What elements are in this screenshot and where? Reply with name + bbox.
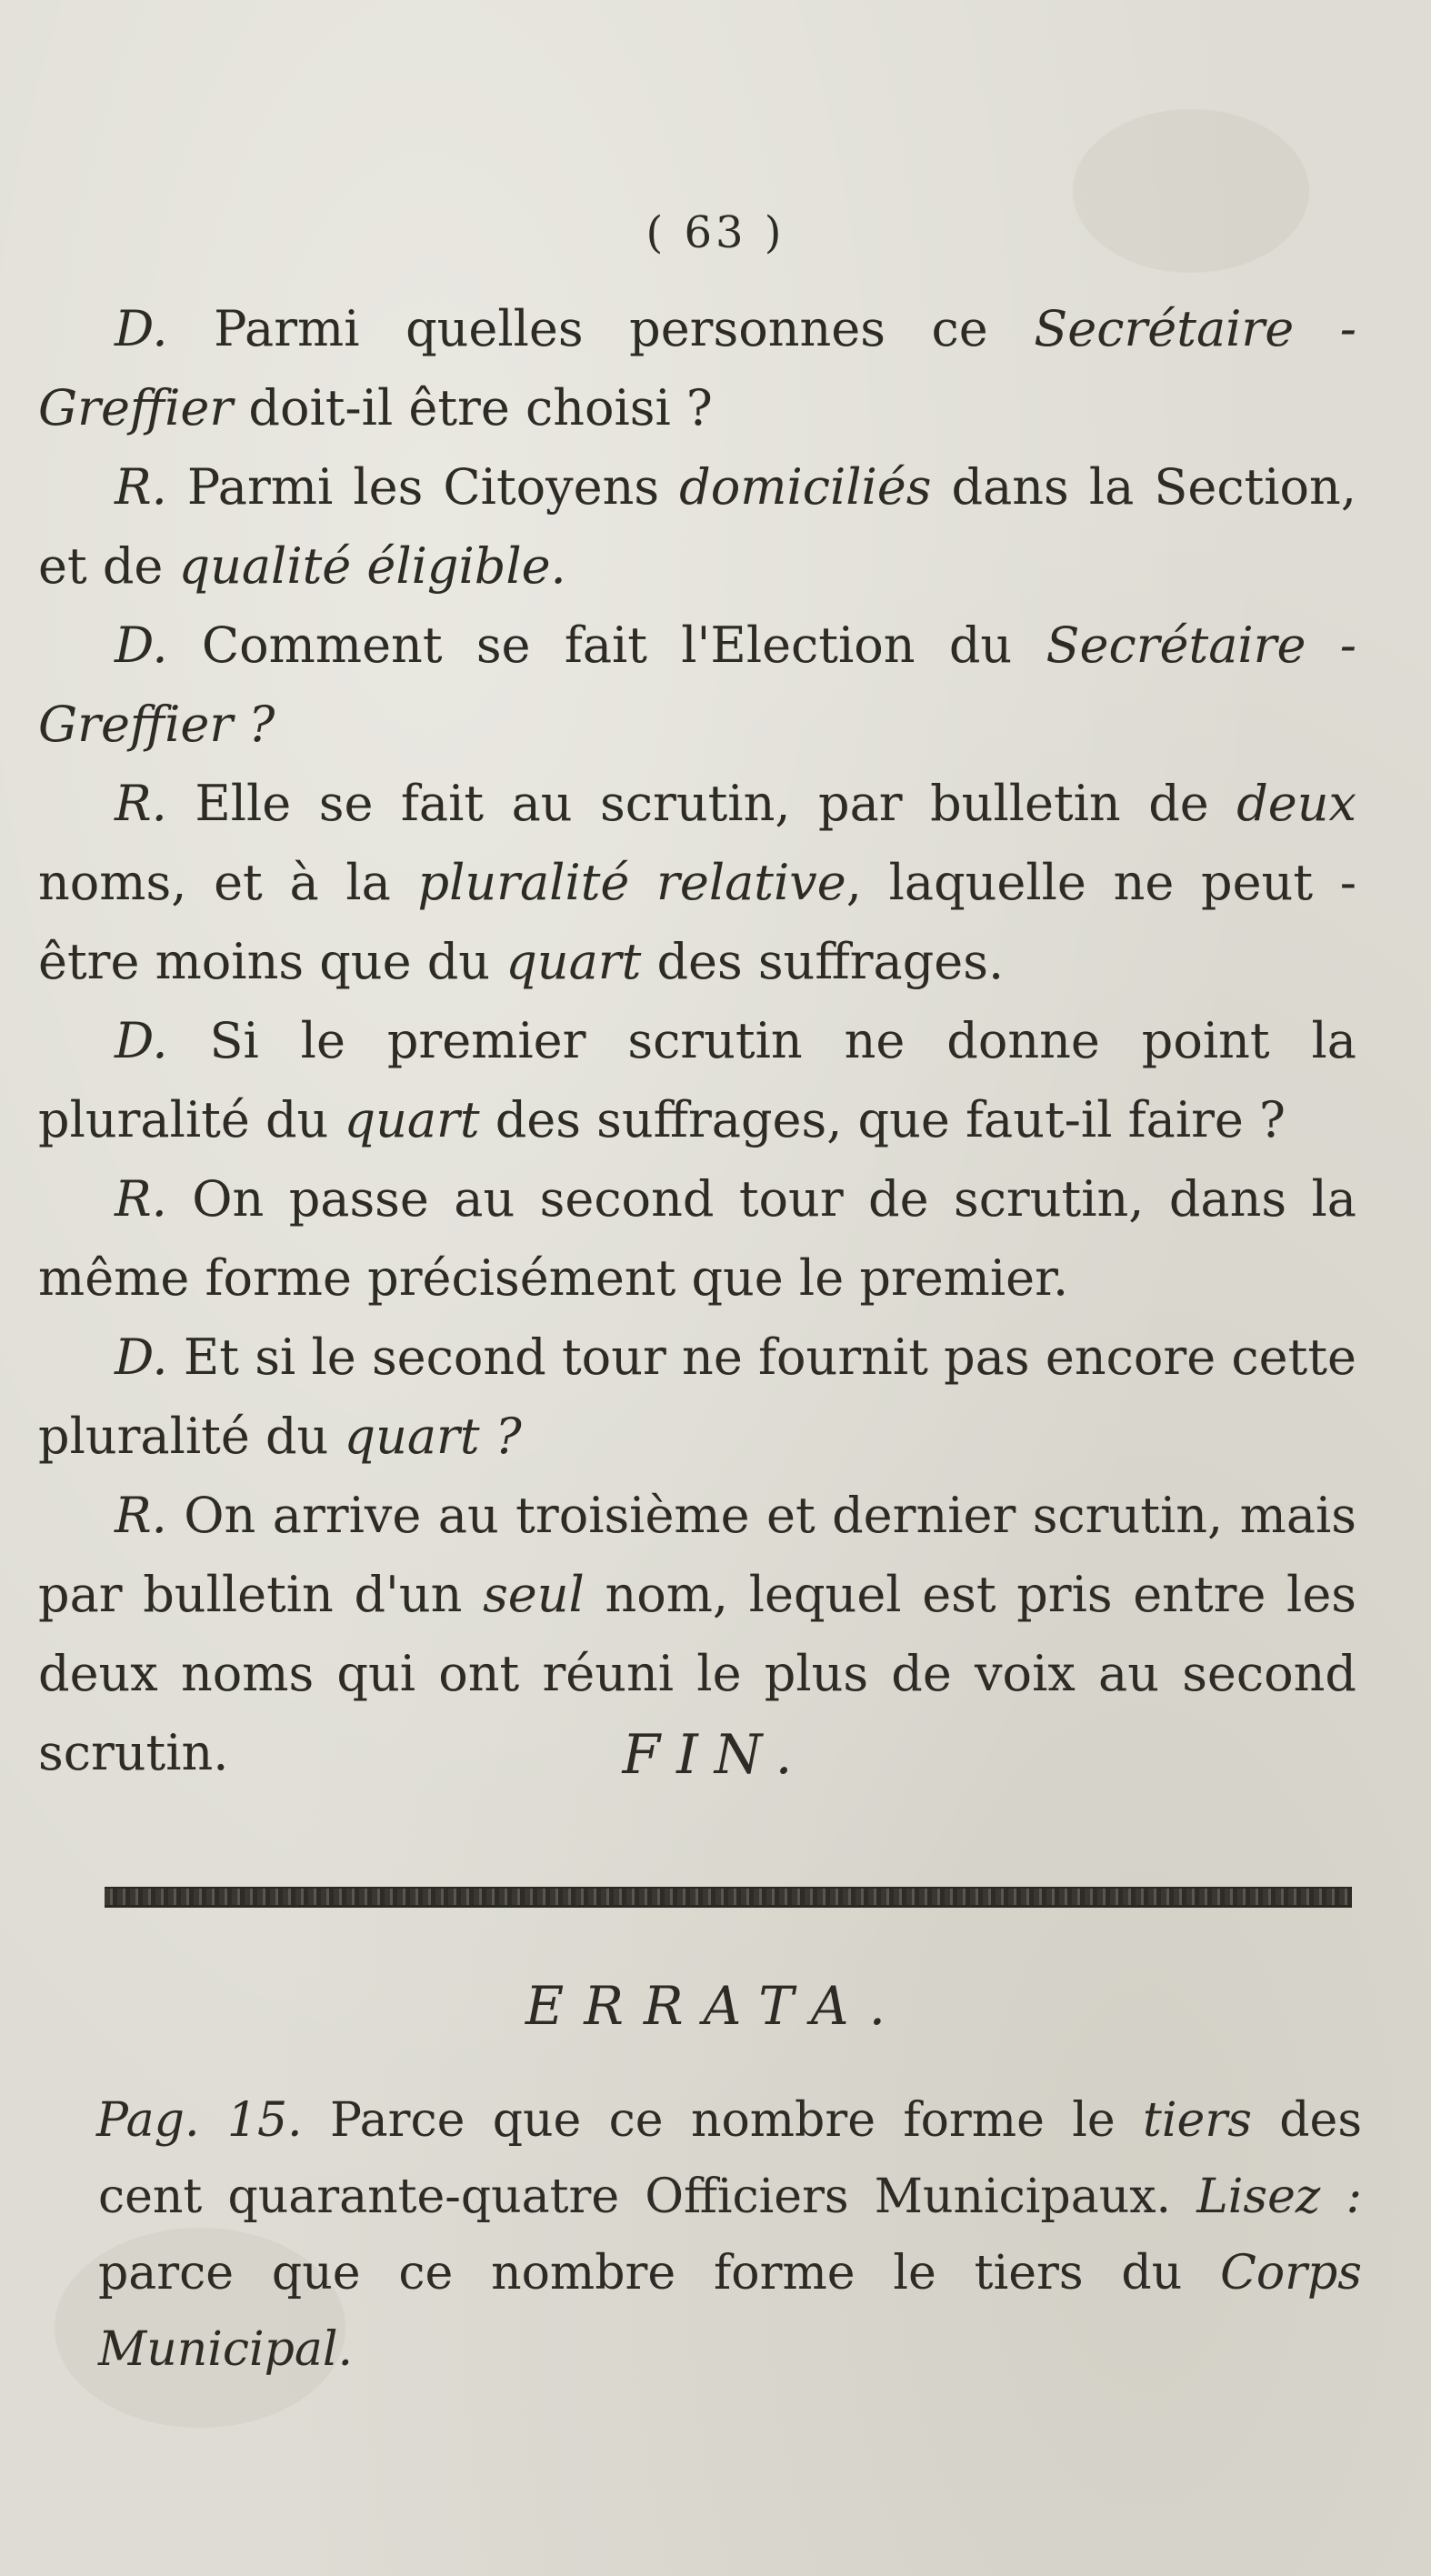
text-run: Comment se fait l'Election du — [167, 616, 1046, 674]
text-run: Et si le second tour ne fournit pas encore cette pluralité du — [38, 1328, 1356, 1465]
errata-heading: ERRATA. — [525, 1975, 906, 2037]
text-run: doit-il être choisi ? — [233, 379, 713, 436]
text-run: parce que ce nombre forme le tiers du — [98, 2246, 1221, 2300]
text-run: des suffrages, que faut-il faire ? — [479, 1091, 1286, 1148]
text-run: , laquelle ne peut - être moins que du — [38, 854, 1356, 990]
italic-run: tiers — [1143, 2093, 1252, 2148]
italic-run: Secrétaire - Greffier ? — [38, 616, 1356, 753]
text-run: des cent quarante-quatre Officiers Municipaux. — [98, 2093, 1363, 2224]
answer-paragraph — [38, 764, 1356, 1001]
italic-run: deux — [1236, 775, 1356, 832]
italic-run: quart ? — [344, 1408, 522, 1465]
speaker-marker: R. — [115, 1487, 167, 1544]
question-paragraph — [38, 289, 1356, 447]
speaker-marker: R. — [115, 458, 167, 516]
text-run: dans la Section, et de — [38, 458, 1356, 595]
page-number: ( 63 ) — [645, 207, 786, 258]
italic-run: quart — [344, 1091, 480, 1148]
fin-heading: FIN. — [622, 1723, 809, 1787]
italic-run: Corps Municipal. — [98, 2246, 1362, 2377]
speaker-marker: R. — [115, 775, 167, 832]
text-run: Elle se fait au scrutin, par bulletin de — [166, 775, 1237, 832]
speaker-marker: D. — [115, 1328, 168, 1386]
speaker-marker: D. — [115, 616, 168, 674]
text-run: des suffrages. — [641, 933, 1005, 990]
question-paragraph — [38, 1001, 1356, 1159]
catechism-text — [38, 289, 1356, 1792]
text-run: Parmi les Citoyens — [166, 458, 680, 516]
text-run: Si le premier scrutin ne donne point la pluralité du — [38, 1012, 1356, 1148]
answer-paragraph — [38, 1159, 1356, 1318]
italic-run: quart — [505, 933, 642, 990]
text-run: On passe au second tour de scrutin, dans la même forme précisément que le premier. — [38, 1170, 1356, 1307]
text-run: On arrive au troisième et dernier scrutin, mais par bulletin d'un — [38, 1487, 1356, 1623]
text-run: nom, lequel est pris entre les deux noms qui ont réuni le plus de voix au second scrutin. — [38, 1566, 1356, 1781]
answer-paragraph — [38, 447, 1356, 606]
page-reference: Pag. 15. — [96, 2093, 303, 2148]
speaker-marker: D. — [115, 1012, 168, 1069]
speaker-marker: D. — [115, 300, 168, 357]
errata-text — [98, 2082, 1362, 2388]
italic-run: pluralité relative — [417, 854, 846, 911]
question-paragraph — [38, 606, 1356, 764]
errata-entry — [98, 2082, 1362, 2388]
question-paragraph — [38, 1318, 1356, 1476]
italic-run: Lisez : — [1196, 2170, 1362, 2224]
italic-run: seul — [483, 1566, 585, 1623]
text-run: noms, et à la — [38, 854, 418, 911]
italic-run: Secrétaire - Greffier — [38, 300, 1356, 436]
text-run: Parce que ce nombre forme le — [302, 2093, 1144, 2148]
speaker-marker: R. — [115, 1170, 167, 1228]
ornamental-rule — [105, 1887, 1352, 1908]
italic-run: domiciliés — [679, 458, 932, 516]
italic-run: qualité éligible. — [178, 537, 566, 595]
text-run: Parmi quelles personnes ce — [167, 300, 1035, 357]
